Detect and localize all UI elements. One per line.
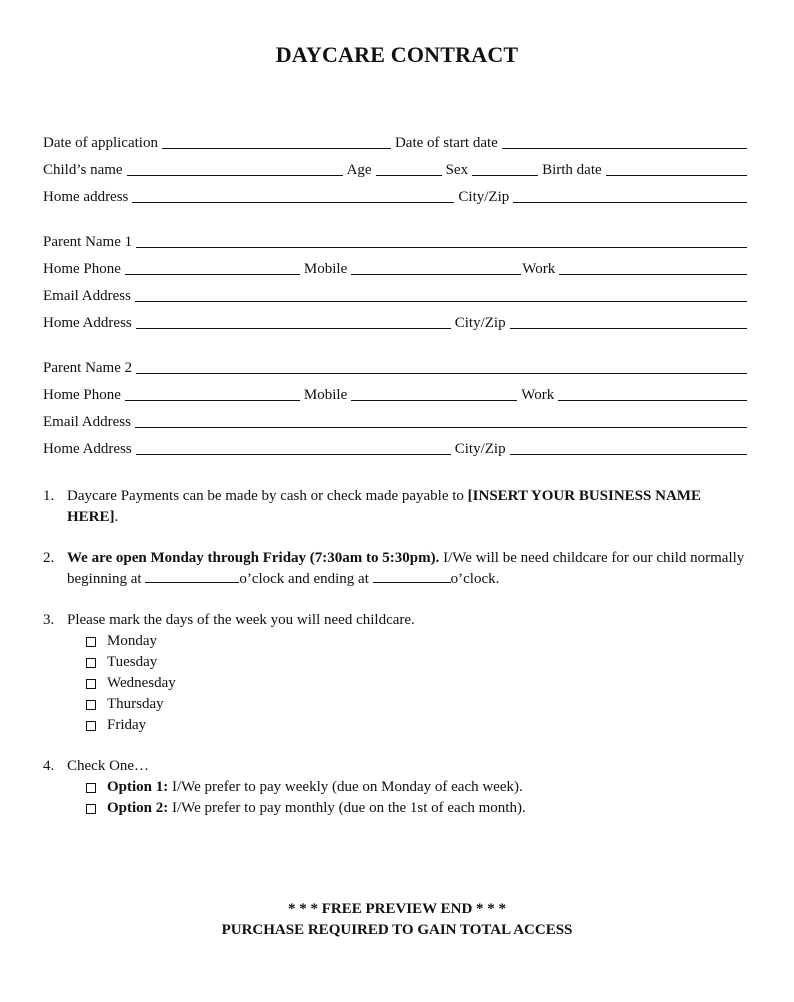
label-city-zip: City/Zip bbox=[458, 189, 510, 205]
field-parent1-home-phone[interactable] bbox=[125, 260, 300, 275]
label-date-of-start: Date of start date bbox=[394, 135, 498, 151]
field-begin-time[interactable] bbox=[145, 569, 239, 583]
field-home-address[interactable] bbox=[132, 188, 454, 203]
field-parent1-work[interactable] bbox=[559, 260, 747, 275]
item-text: Please mark the days of the week you will need childcare. bbox=[67, 612, 415, 628]
business-name-placeholder: [INSERT YOUR BUSINESS NAME HERE] bbox=[67, 488, 701, 525]
document-title: DAYCARE CONTRACT bbox=[275, 42, 519, 67]
checkbox-wednesday[interactable] bbox=[86, 673, 176, 694]
label-parent-name-2: Parent Name 2 bbox=[43, 360, 133, 376]
checkbox-thursday[interactable] bbox=[86, 694, 164, 715]
checkbox-monday[interactable] bbox=[86, 631, 157, 652]
list-item-days bbox=[43, 610, 753, 631]
item-number: 1. bbox=[43, 488, 55, 504]
field-end-time[interactable] bbox=[373, 569, 451, 583]
hours-end-text: o’clock. bbox=[450, 571, 500, 587]
label-mobile: Mobile bbox=[303, 387, 348, 403]
row-parent1-name bbox=[43, 231, 747, 251]
checkbox-friday[interactable] bbox=[86, 715, 146, 736]
checkbox-icon[interactable] bbox=[86, 637, 96, 647]
field-parent1-email[interactable] bbox=[135, 287, 747, 302]
label-home-phone: Home Phone bbox=[43, 261, 121, 277]
checkbox-icon[interactable] bbox=[86, 658, 96, 668]
label-email-address: Email Address bbox=[43, 288, 131, 304]
hours-text: I/We will be need childcare for our child normally beginning at bbox=[67, 550, 745, 587]
label-city-zip: City/Zip bbox=[454, 441, 506, 457]
label-home-address: Home Address bbox=[43, 315, 132, 331]
item-number: 4. bbox=[43, 758, 55, 774]
checkbox-label: Thursday bbox=[107, 696, 164, 712]
field-age[interactable] bbox=[376, 161, 442, 176]
row-parent1-email bbox=[43, 285, 747, 305]
row-child-details bbox=[43, 159, 747, 179]
field-sex[interactable] bbox=[472, 161, 538, 176]
label-home-phone: Home Phone bbox=[43, 387, 121, 403]
row-parent1-phones bbox=[43, 258, 747, 278]
preview-end-notice: * * * FREE PREVIEW END * * * bbox=[287, 901, 507, 917]
checkbox-icon[interactable] bbox=[86, 783, 96, 793]
label-home-address: Home address bbox=[43, 189, 129, 205]
checkbox-label: Tuesday bbox=[107, 654, 158, 670]
field-date-of-start[interactable] bbox=[502, 134, 747, 149]
field-date-of-application[interactable] bbox=[162, 134, 391, 149]
checkbox-icon[interactable] bbox=[86, 804, 96, 814]
list-item-payment-option bbox=[43, 756, 753, 777]
item-number: 3. bbox=[43, 612, 55, 628]
row-parent2-email bbox=[43, 411, 747, 431]
checkbox-icon[interactable] bbox=[86, 679, 96, 689]
field-parent-name-1[interactable] bbox=[136, 233, 747, 248]
row-parent2-name bbox=[43, 357, 747, 377]
opening-hours: We are open Monday through Friday (7:30am to 5:30pm). bbox=[67, 550, 440, 566]
row-application-dates bbox=[43, 132, 747, 152]
field-parent2-email[interactable] bbox=[135, 413, 747, 428]
label-birth-date: Birth date bbox=[542, 162, 602, 178]
checkbox-label: Wednesday bbox=[107, 675, 176, 691]
label-work: Work bbox=[522, 261, 556, 277]
label-email-address: Email Address bbox=[43, 414, 131, 430]
label-date-of-application: Date of application bbox=[43, 135, 158, 151]
row-parent1-address bbox=[43, 312, 747, 332]
field-city-zip[interactable] bbox=[513, 188, 747, 203]
item-number: 2. bbox=[43, 550, 55, 566]
label-home-address: Home Address bbox=[43, 441, 132, 457]
payment-text: Daycare Payments can be made by cash or check made payable to bbox=[67, 488, 468, 504]
checkbox-icon[interactable] bbox=[86, 700, 96, 710]
label-sex: Sex bbox=[445, 162, 469, 178]
field-parent1-mobile[interactable] bbox=[351, 260, 521, 275]
field-parent2-home-address[interactable] bbox=[136, 440, 451, 455]
field-parent2-city-zip[interactable] bbox=[510, 440, 747, 455]
option-1-text: I/We prefer to pay weekly (due on Monday of each week). bbox=[168, 779, 523, 795]
checkbox-label: Monday bbox=[107, 633, 157, 649]
field-parent2-mobile[interactable] bbox=[351, 386, 517, 401]
item-text bbox=[67, 548, 753, 590]
sentence-end: . bbox=[114, 509, 119, 525]
list-item-hours bbox=[43, 548, 753, 590]
field-parent-name-2[interactable] bbox=[136, 359, 747, 374]
checkbox-option-1[interactable] bbox=[86, 777, 523, 798]
option-1-label: Option 1: bbox=[107, 779, 169, 795]
hours-mid-text: o’clock and ending at bbox=[239, 571, 373, 587]
label-age: Age bbox=[346, 162, 372, 178]
checkbox-option-2[interactable] bbox=[86, 798, 526, 819]
row-parent2-address bbox=[43, 438, 747, 458]
label-work: Work bbox=[521, 387, 555, 403]
row-parent2-phones bbox=[43, 384, 747, 404]
label-city-zip: City/Zip bbox=[454, 315, 506, 331]
field-childs-name[interactable] bbox=[127, 161, 343, 176]
purchase-required-notice: PURCHASE REQUIRED TO GAIN TOTAL ACCESS bbox=[221, 922, 573, 938]
item-text bbox=[67, 486, 753, 528]
field-parent1-home-address[interactable] bbox=[136, 314, 451, 329]
item-text: Check One… bbox=[67, 758, 150, 774]
label-mobile: Mobile bbox=[303, 261, 348, 277]
checkbox-label: Friday bbox=[107, 717, 147, 733]
label-parent-name-1: Parent Name 1 bbox=[43, 234, 133, 250]
field-parent1-city-zip[interactable] bbox=[510, 314, 747, 329]
list-item-payments bbox=[43, 486, 753, 528]
checkbox-tuesday[interactable] bbox=[86, 652, 157, 673]
option-2-text: I/We prefer to pay monthly (due on the 1st of each month). bbox=[168, 800, 526, 816]
option-2-label: Option 2: bbox=[107, 800, 169, 816]
field-parent2-work[interactable] bbox=[558, 386, 747, 401]
field-parent2-home-phone[interactable] bbox=[125, 386, 300, 401]
label-childs-name: Child’s name bbox=[43, 162, 123, 178]
field-birth-date[interactable] bbox=[606, 161, 747, 176]
row-child-address bbox=[43, 186, 747, 206]
checkbox-icon[interactable] bbox=[86, 721, 96, 731]
